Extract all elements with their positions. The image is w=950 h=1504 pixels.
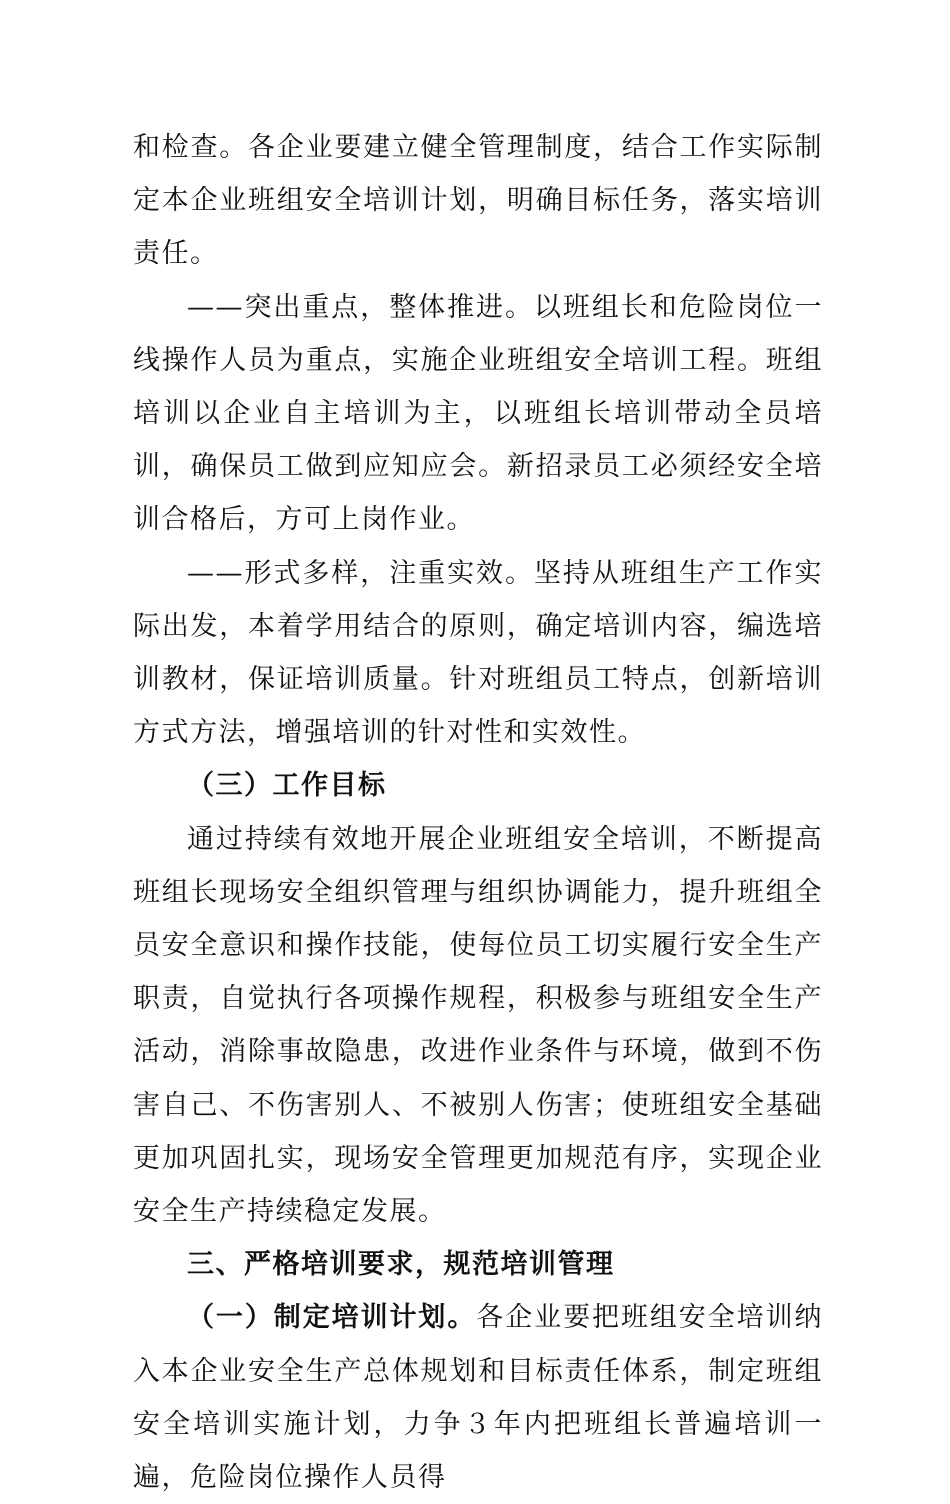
paragraph-continuation: 和检查。各企业要建立健全管理制度，结合工作实际制定本企业班组安全培训计划，明确目标任务，落实培训责任。 xyxy=(133,132,823,270)
section-heading-work-goals: （三）工作目标 xyxy=(187,770,387,802)
paragraph-training-plan xyxy=(133,1291,823,1504)
paragraph-diverse-forms: ——形式多样，注重实效。坚持从班组生产工作实际出发，本着学用结合的原则，确定培训内容，编选培训教材，保证培训质量。针对班组员工特点，创新培训方式方法，增强培训的针对性和实效性。 xyxy=(133,557,823,749)
training-plan-lead: （一）制定培训计划。 xyxy=(187,1302,477,1334)
paragraph-focus-priority: ——突出重点，整体推进。以班组长和危险岗位一线操作人员为重点，实施企业班组安全培训工程。班组培训以企业自主培训为主，以班组长培训带动全员培训，确保员工做到应知应会。新招录员工必须经安全培训合格后，方可上岗作业。 xyxy=(133,291,823,536)
paragraph-work-goals: 通过持续有效地开展企业班组安全培训，不断提高班组长现场安全组织管理与组织协调能力，提升班组全员安全意识和操作技能，使每位员工切实履行安全生产职责，自觉执行各项操作规程，积极参与班组安全生产活动，消除事故隐患，改进作业条件与环境，做到不伤害自己、不伤害别人、不被别人伤害；使班组安全基础更加巩固扎实，现场安全管理更加规范有序，实现企业安全生产持续稳定发展。 xyxy=(133,823,823,1228)
section-heading-training-requirements: 三、严格培训要求，规范培训管理 xyxy=(187,1249,615,1281)
document-body xyxy=(133,121,823,1504)
training-plan-body: 各企业要把班组安全培训纳入本企业安全生产总体规划和目标责任体系，制定班组安全培训实施计划，力争３年内把班组长普遍培训一遍，危险岗位操作人员得 xyxy=(133,1302,824,1494)
